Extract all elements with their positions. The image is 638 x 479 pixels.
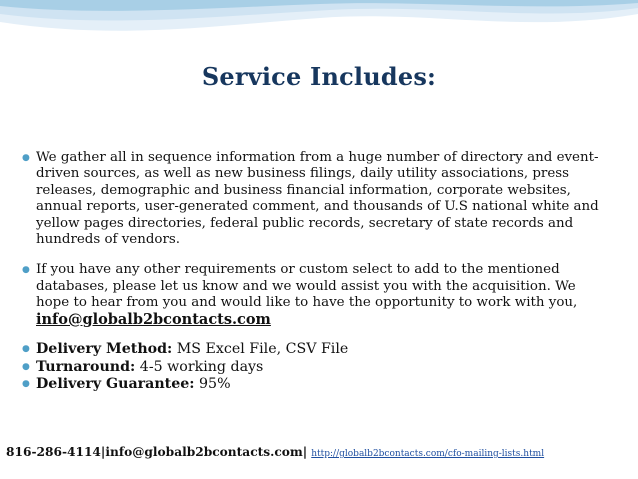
footer-url-link[interactable]: http://globalb2bcontacts.com/cfo-mailing-lists.html	[311, 449, 545, 459]
delivery-method-value: MS Excel File, CSV File	[176, 341, 349, 358]
footer	[6, 445, 636, 459]
list-item-data-sources	[22, 150, 612, 248]
bullet-icon: ●	[22, 344, 30, 355]
bullet-list	[22, 150, 612, 394]
list-item-text: If you have any other requirements or custom select to add to the mentioned databases, please let us know and we would assist you with the acquisition. We hope to hear from you and would like to have the opportunity to work with you,	[36, 262, 578, 311]
bullet-icon: ●	[22, 153, 30, 163]
list-item-delivery-guarantee	[22, 376, 612, 394]
turnaround-value: 4-5 working days	[139, 358, 264, 375]
header-wave-decoration	[0, 0, 638, 70]
delivery-guarantee-label: Delivery Guarantee:	[36, 376, 195, 393]
email-link[interactable]: info@globalb2bcontacts.com	[36, 310, 271, 328]
footer-contact: 816-286-4114|info@globalb2bcontacts.com|	[6, 445, 308, 459]
list-item-delivery-method	[22, 341, 612, 359]
bullet-icon: ●	[22, 379, 30, 390]
delivery-method-label: Delivery Method:	[36, 341, 173, 358]
bullet-icon: ●	[22, 265, 30, 276]
list-item-text: We gather all in sequence information from a huge number of directory and event-driven sources, as well as new business filings, daily utility associations, press releases, demographic and business financial information, corporate websites, annual reports, user-generated comment, and thousands of U.S national white and yellow pages directories, federal public records, secretary of state records and hundreds of vendors.	[36, 150, 599, 248]
page-title: Service Includes:	[201, 62, 437, 91]
list-item-turnaround	[22, 359, 612, 377]
list-item-requirements	[22, 262, 612, 329]
turnaround-label: Turnaround:	[36, 358, 136, 375]
bullet-icon: ●	[22, 361, 30, 372]
delivery-guarantee-value: 95%	[199, 376, 231, 393]
